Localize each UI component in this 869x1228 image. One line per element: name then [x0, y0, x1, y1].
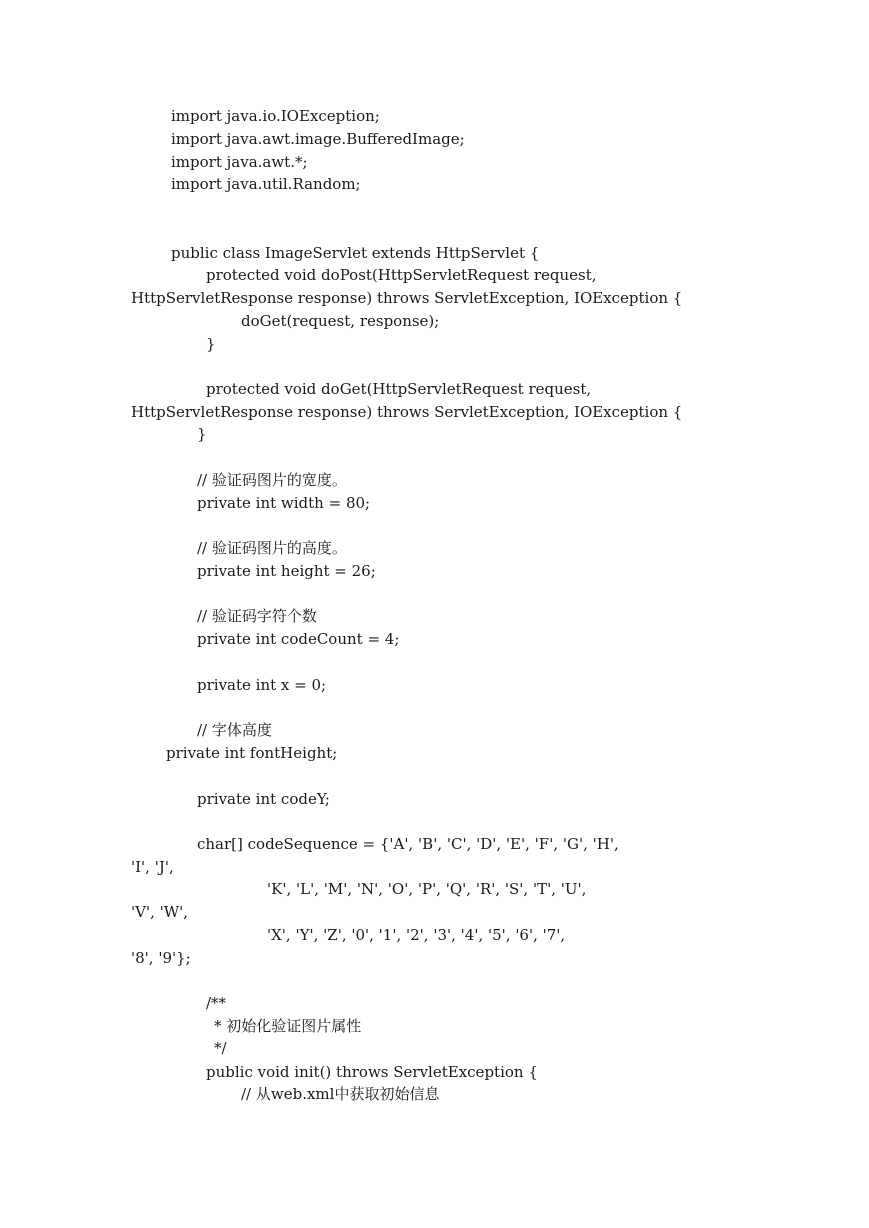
code-line-dopost-signature: protected void doPost(HttpServletRequest request,: [206, 266, 597, 284]
code-comment-font-height: // 字体高度: [197, 721, 272, 739]
code-line-code-sequence-2: 'K', 'L', 'M', 'N', 'O', 'P', 'Q', 'R', 'S', 'T', 'U',: [267, 880, 587, 898]
code-line-class-declaration: public class ImageServlet extends HttpServlet {: [171, 244, 540, 262]
code-line-code-sequence-3-wrap: '8', '9'};: [131, 949, 191, 967]
code-line-import-bufferedimage: import java.awt.image.BufferedImage;: [171, 130, 465, 148]
code-line-code-sequence-1-wrap: 'I', 'J',: [131, 858, 174, 876]
code-javadoc-close: */: [214, 1039, 227, 1057]
code-line-dopost-close: }: [206, 335, 216, 353]
code-javadoc-open: /**: [206, 994, 227, 1012]
code-comment-width: // 验证码图片的宽度。: [197, 471, 347, 489]
code-comment-code-count: // 验证码字符个数: [197, 607, 317, 625]
code-line-font-height: private int fontHeight;: [166, 744, 338, 762]
code-line-import-random: import java.util.Random;: [171, 175, 361, 193]
code-line-code-y: private int codeY;: [197, 790, 330, 808]
code-line-code-sequence-1: char[] codeSequence = {'A', 'B', 'C', 'D', 'E', 'F', 'G', 'H',: [197, 835, 619, 853]
code-line-dopost-throws: HttpServletResponse response) throws ServletException, IOException {: [131, 289, 683, 307]
code-comment-height: // 验证码图片的高度。: [197, 539, 347, 557]
code-line-height: private int height = 26;: [197, 562, 376, 580]
code-line-import-ioexception: import java.io.IOException;: [171, 107, 380, 125]
code-comment-web-xml: // 从web.xml中获取初始信息: [241, 1085, 440, 1103]
code-line-init-signature: public void init() throws ServletException {: [206, 1063, 538, 1081]
code-line-import-awt: import java.awt.*;: [171, 153, 308, 171]
code-line-width: private int width = 80;: [197, 494, 371, 512]
code-line-doget-call: doGet(request, response);: [241, 312, 440, 330]
code-line-code-sequence-2-wrap: 'V', 'W',: [131, 903, 189, 921]
code-line-x: private int x = 0;: [197, 676, 327, 694]
code-line-code-count: private int codeCount = 4;: [197, 630, 400, 648]
code-line-code-sequence-3: 'X', 'Y', 'Z', '0', '1', '2', '3', '4', '5', '6', '7',: [267, 926, 566, 944]
code-javadoc-text: * 初始化验证图片属性: [214, 1017, 362, 1035]
code-line-doget-close: }: [197, 425, 207, 443]
code-line-doget-signature: protected void doGet(HttpServletRequest request,: [206, 380, 592, 398]
code-line-doget-throws: HttpServletResponse response) throws ServletException, IOException {: [131, 403, 683, 421]
